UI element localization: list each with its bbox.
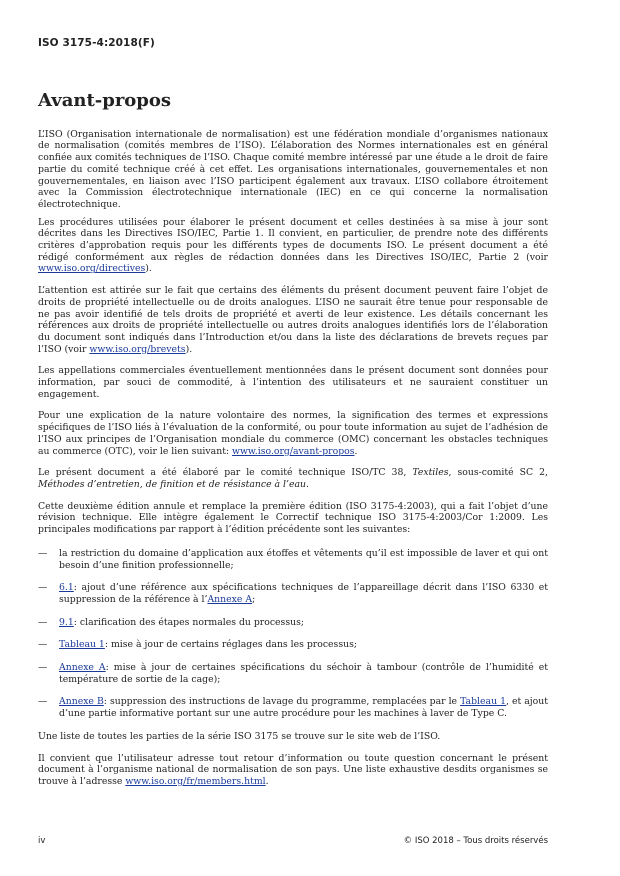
- changes-list: [38, 548, 548, 720]
- list-dash: —: [38, 547, 48, 559]
- list-item-text: : clarification des étapes normales du processus;: [73, 616, 304, 628]
- document-id: ISO 3175-4:2018(F): [38, 37, 155, 49]
- paragraph-iso-intro: [38, 129, 548, 211]
- patents-link[interactable]: www.iso.org/brevets: [89, 343, 186, 355]
- paragraph-voluntary-nature: [38, 410, 548, 457]
- paragraph-text: ).: [185, 343, 193, 355]
- list-item: [38, 582, 548, 605]
- clause-6-1-link[interactable]: 6.1: [59, 582, 74, 594]
- table-1-link[interactable]: Tableau 1: [460, 696, 506, 708]
- clause-9-1-link[interactable]: 9.1: [59, 616, 74, 628]
- table-1-link[interactable]: Tableau 1: [59, 639, 105, 651]
- list-item: [38, 548, 548, 571]
- paragraph-text: Pour une explication de la nature volontaire des normes, la signification des termes et expressions spécifiques de l’ISO liés à l’évaluation de la conformité, ou pour toute information au sujet de l’adhésion de l’ISO aux principes de l’Organisation mondiale du commerce (OMC) concernant les obstacles techniques au commerce (OTC), voir le lien suivant:: [38, 410, 548, 457]
- list-item: [38, 617, 548, 629]
- paragraph-text: , sous-comité SC 2,: [448, 467, 548, 479]
- paragraph-patents: [38, 285, 548, 355]
- committee-name: Textiles: [412, 467, 449, 479]
- paragraph-text: Le présent document a été élaboré par le comité technique ISO/TC 38,: [38, 467, 413, 479]
- paragraph-text: Une liste de toutes les parties de la série ISO 3175 se trouve sur le site web de l’ISO.: [38, 730, 441, 742]
- list-item-text: ;: [252, 593, 256, 605]
- paragraph-text: Cette deuxième édition annule et remplace la première édition (ISO 3175-4:2003), qui a fait l’objet d’une révision technique. Elle intègre également le Correctif technique ISO 3175-4:2003/Cor 1:2009. Les principales modifications par rapport à l’édition précédente sont les suivantes:: [38, 500, 548, 536]
- list-item-text: : mise à jour de certaines spécifications du séchoir à tambour (contrôle de l’humidité et température de sortie de la cage);: [59, 662, 548, 685]
- list-dash: —: [38, 616, 48, 628]
- list-item-text: la restriction du domaine d’application aux étoffes et vêtements qu’il est impossible de laver et qui ont besoin d’une finition professionnelle;: [59, 547, 548, 571]
- paragraph-feedback: [38, 753, 548, 788]
- page-number: iv: [38, 836, 46, 846]
- paragraph-text: Les appellations commerciales éventuellement mentionnées dans le présent document sont données pour information, par souci de commodité, à l’intention des utilisateurs et ne sauraient constituer un engagement.: [38, 365, 548, 400]
- annex-b-link[interactable]: Annexe B: [59, 696, 104, 708]
- members-link[interactable]: www.iso.org/fr/members.html: [125, 775, 266, 787]
- annex-a-link[interactable]: Annexe A: [207, 593, 253, 605]
- list-item: [38, 696, 548, 719]
- paragraph-text: Il convient que l’utilisateur adresse tout retour d’information ou toute question concernant le présent document à l’organisme national de normalisation de son pays. Une liste exhaustive desdits organismes se trouve à l’adresse: [38, 752, 548, 787]
- paragraph-committee: [38, 467, 548, 490]
- paragraph-text: .: [265, 775, 269, 787]
- paragraph-text: .: [354, 445, 358, 457]
- paragraph-text: Les procédures utilisées pour élaborer le présent document et celles destinées à sa mise à jour sont décrites dans les Directives ISO/IEC, Partie 1. Il convient, en particulier, de prendre note des différents critères d’approbation requis pour les différents types de documents ISO. Le présent document a été rédigé conformément aux règles de rédaction données dans les Directives ISO/IEC, Partie 2 (voir: [38, 216, 548, 263]
- annex-a-link[interactable]: Annexe A: [59, 662, 106, 674]
- directives-link[interactable]: www.iso.org/directives: [38, 263, 146, 275]
- list-item-text: , et ajout d’une partie informative portant sur une autre procédure pour les machines à laver de Type C.: [59, 696, 548, 720]
- list-dash: —: [38, 639, 48, 651]
- paragraph-text: L’attention est attirée sur le fait que certains des éléments du présent document peuvent faire l’objet de droits de propriété intellectuelle ou de droits analogues. L’ISO ne saurait être tenue pour responsable de ne pas avoir identifié de tels droits de propriété et averti de leur existence. Les détails concernant les références aux droits de propriété intellectuelle ou autres droits analogues identifiés lors de l’élaboration du document sont indiqués dans l’Introduction et/ou dans la liste des déclarations de brevets reçues par l’ISO (voir: [38, 285, 548, 355]
- subcommittee-name: Méthodes d’entretien, de finition et de résistance à l’eau: [38, 478, 306, 490]
- list-item: [38, 639, 548, 651]
- paragraph-trade-names: [38, 365, 548, 400]
- paragraph-edition: [38, 501, 548, 536]
- copyright-notice: © ISO 2018 – Tous droits réservés: [403, 836, 548, 846]
- list-item-text: : ajout d’une référence aux spécifications techniques de l’appareillage décrit dans l’ISO 6330 et suppression de la référence à l’: [59, 582, 548, 605]
- paragraph-procedures: [38, 217, 548, 276]
- section-title: Avant-propos: [38, 89, 172, 111]
- paragraph-series-list: [38, 731, 548, 743]
- list-item-text: : mise à jour de certains réglages dans les processus;: [104, 639, 357, 651]
- paragraph-text: ).: [145, 263, 152, 275]
- paragraph-text: L’ISO (Organisation internationale de normalisation) est une fédération mondiale d’organismes nationaux de normalisation (comités membres de l’ISO). L’élaboration des Normes internationales est en général confiée aux comités techniques de l’ISO. Chaque comité membre intéressé par une étude a le droit de faire partie du comité technique créé à cet effet. Les organisations internationales, gouvernementales et non gouvernementales, en liaison avec l’ISO participent également aux travaux. L’ISO collabore étroitement avec la Commission électrotechnique internationale (IEC) en ce qui concerne la normalisation électrotechnique.: [38, 128, 548, 210]
- list-item-text: : suppression des instructions de lavage du programme, remplacées par le: [103, 696, 461, 708]
- paragraph-text: .: [305, 478, 309, 490]
- list-dash: —: [38, 696, 48, 708]
- list-item: [38, 662, 548, 685]
- list-dash: —: [38, 582, 48, 594]
- foreword-link[interactable]: www.iso.org/avant-propos: [232, 445, 355, 457]
- list-dash: —: [38, 662, 48, 674]
